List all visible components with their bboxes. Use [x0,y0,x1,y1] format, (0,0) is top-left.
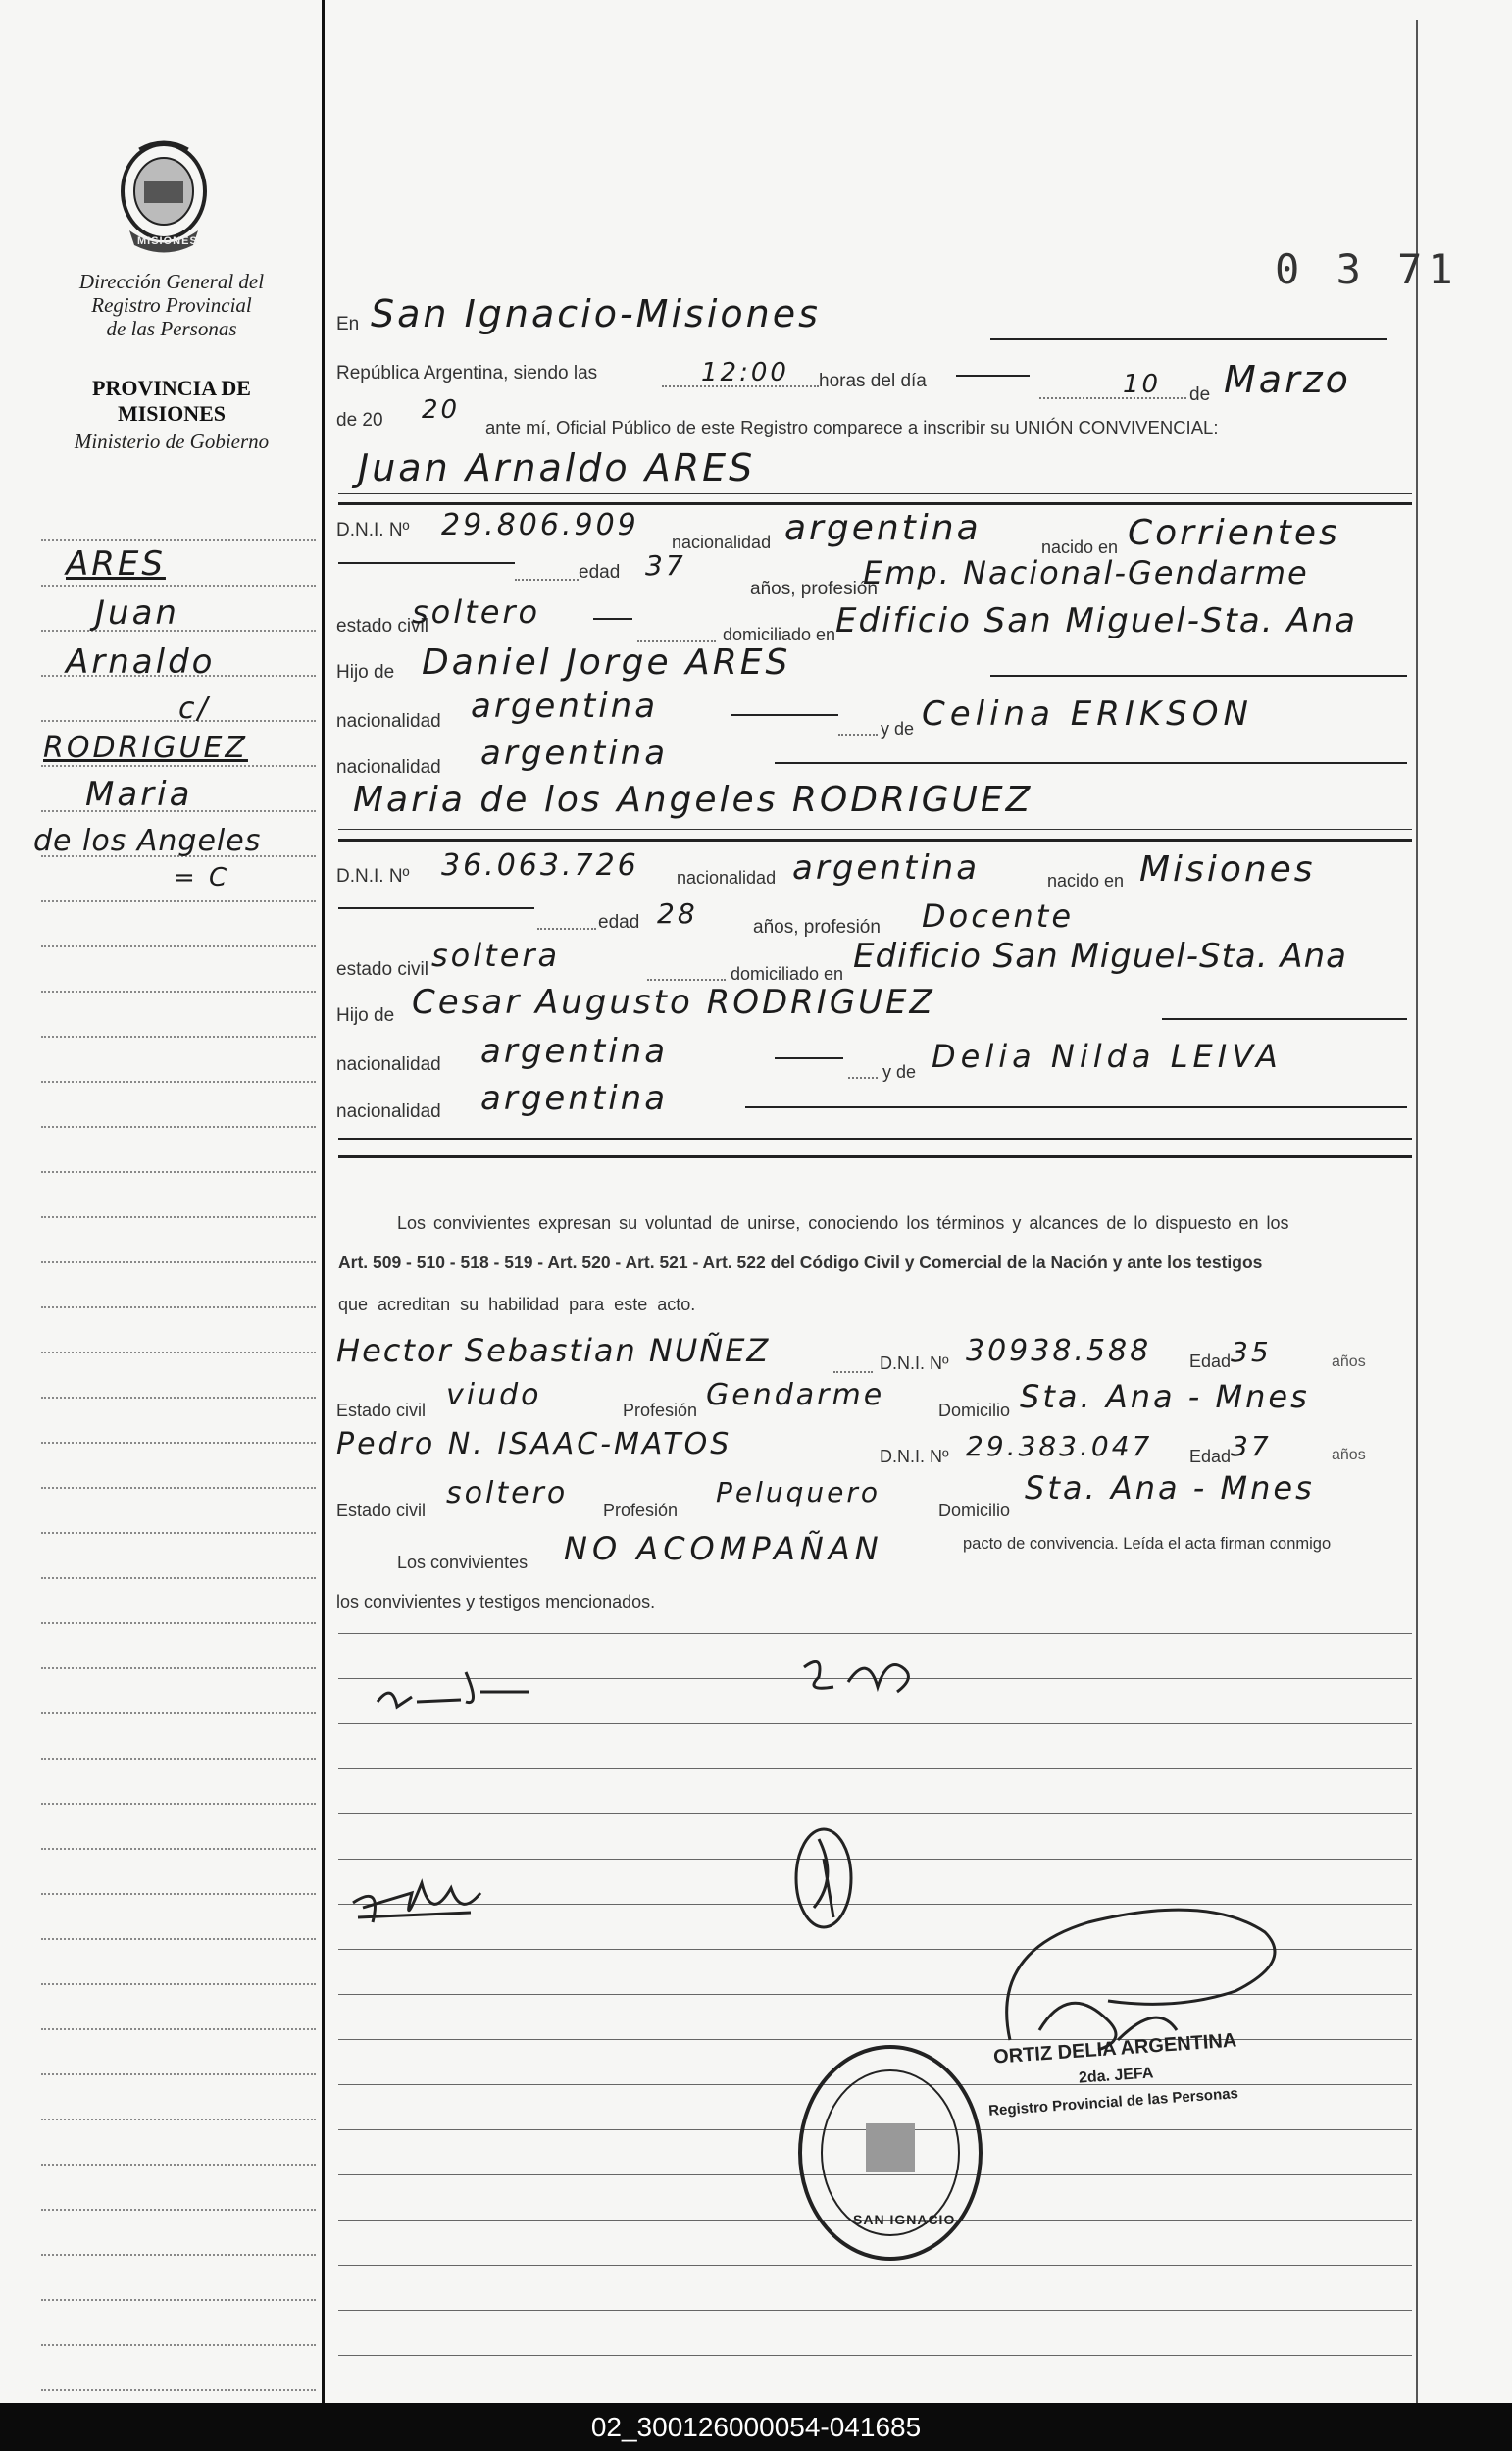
place-value: San Ignacio-Misiones [371,292,821,335]
w2-dni-value: 29.383.047 [966,1430,1153,1462]
p1-madre-nac-label: nacionalidad [336,757,441,778]
margin-rule [322,0,325,2403]
day-value: 10 [1123,370,1162,399]
org-line-2: Registro Provincial [91,293,252,317]
p1-blank-line [338,562,515,564]
margin-ruled-line [41,1397,316,1399]
w1-name: Hector Sebastian NUÑEZ [336,1332,771,1369]
margin-ruled-line [41,900,316,902]
p2-edad-dots [537,928,596,930]
folio-number: 0 3 71 [1275,245,1459,293]
p2-madre-nac-line [745,1106,1407,1108]
p1-estado-value: soltero [412,593,541,631]
signature-2 [794,1648,971,1721]
seal-caption: MISIONES [137,235,198,247]
p2-padre-value: Cesar Augusto RODRIGUEZ [412,983,935,1022]
w2-dni-label: D.N.I. Nº [880,1447,949,1466]
stamp-role: 2da. JEFA [1078,2065,1154,2087]
p2-estado-dots [647,979,726,981]
margin-ruled-line [41,2299,316,2301]
p2-edad-label: edad [598,912,640,933]
margin-given-3: Maria [85,775,193,814]
w2-estado-value: soltero [446,1476,569,1510]
p2-madre-value: Delia Nilda LEIVA [932,1038,1283,1075]
w2-dom-value: Sta. Ana - Mnes [1025,1469,1315,1506]
margin-ruled-line [41,1306,316,1308]
year-value: 20 [422,395,461,425]
document-code: 02_300126000054-041685 [590,2412,922,2442]
signature-ruled-line [338,1859,1412,1860]
signature-ruled-line [338,2355,1412,2356]
province-seal [110,137,218,260]
w2-prof-label: Profesión [603,1501,679,1520]
legal-line-2: Art. 509 - 510 - 518 - 519 - Art. 520 - Art. 521 - Art. 522 del Código Civil y Comercial de la Nación y ante los testigos [338,1252,1263,1272]
province-name [39,376,304,427]
p1-padre-nac-label: nacionalidad [336,711,441,732]
margin-ruled-line [41,1352,316,1353]
province-line-2: MISIONES [117,401,227,426]
margin-ruled-line [41,1442,316,1444]
p2-nac-label: nacionalidad [677,868,777,888]
margin-ruled-line [41,585,316,587]
closing-line-2: los convivientes y testigos mencionados. [336,1592,656,1611]
p1-edad-value: 37 [645,549,686,582]
p2-anos-label: años, profesión [753,917,881,938]
w1-anos-label: años [1332,1353,1366,1370]
p1-padre-value: Daniel Jorge ARES [422,642,791,683]
stamp-office: Registro Provincial de las Personas [987,2085,1239,2119]
p2-padre-line [1162,1018,1407,1020]
margin-ruled-line [41,1758,316,1760]
signature-ruled-line [338,1633,1412,1634]
closing-post: pacto de convivencia. Leída el acta firman conmigo [963,1535,1332,1553]
margin-ruled-line [41,1126,316,1128]
p2-padre-nac-line [775,1057,843,1059]
p1-madre-nac-value: argentina [480,734,669,773]
margin-ruled-line [41,2073,316,2075]
w1-edad-value: 35 [1231,1336,1272,1368]
p1-padre-nac-dots [838,734,878,736]
right-edge [1416,20,1418,2403]
p1-nacido-value: Corrientes [1128,513,1340,553]
p1-nac-label: nacionalidad [672,533,772,552]
legal-line-3: que acreditan su habilidad para este acto. [338,1295,696,1314]
person1-name: Juan Arnaldo ARES [358,446,756,489]
day-dots [1039,397,1186,399]
p2-madre-nac-value: argentina [480,1079,669,1118]
w2-anos-label: años [1332,1447,1366,1463]
margin-ruled-line [41,1848,316,1850]
margin-ruled-line [41,1622,316,1624]
margin-ruled-line [41,765,316,767]
closing-pre: Los convivientes [397,1553,529,1572]
margin-ruled-line [41,1081,316,1083]
p2-prof-value: Docente [922,897,1075,935]
w2-estado-label: Estado civil [336,1501,427,1520]
p2-dom-label: domiciliado en [731,964,844,984]
closing-pacto: NO ACOMPAÑAN [564,1530,883,1567]
ministry-name: Ministerio de Gobierno [74,430,270,453]
horas-label: horas del día [819,371,927,391]
republica-label: República Argentina, siendo las [336,363,598,383]
margin-surname-2: RODRIGUEZ [43,731,248,765]
signature-1 [373,1662,539,1726]
margin-ruled-line [41,1532,316,1534]
margin-ruled-line [41,1667,316,1669]
p1-yde-label: y de [881,719,915,739]
p2-hijo-label: Hijo de [336,1005,395,1026]
margin-ruled-line [41,1036,316,1038]
margin-ruled-line [41,2164,316,2166]
w1-estado-label: Estado civil [336,1401,427,1420]
margin-mark: = C [174,863,230,893]
margin-ruled-line [41,2344,316,2346]
margin-ruled-line [41,1983,316,1985]
w1-prof-value: Gendarme [706,1378,885,1412]
stamp-officer: ORTIZ DELIA ARGENTINA [992,2029,1237,2068]
signature-4 [784,1819,863,1962]
p2-nacido-label: nacido en [1047,871,1125,891]
p2-estado-label: estado civil [336,959,428,980]
province-line-1: PROVINCIA DE [92,376,251,400]
margin-given-2: Arnaldo [66,642,216,682]
w1-edad-label: Edad [1189,1352,1232,1371]
w2-edad-label: Edad [1189,1447,1232,1466]
margin-ruled-line [41,1577,316,1579]
legal-line-1: Los convivientes expresan su voluntad de unirse, conociendo los términos y alcances de lo dispuesto en los [397,1213,1289,1233]
org-line-1: Dirección General del [78,270,265,293]
margin-ruled-line [41,1261,316,1263]
en-label: En [336,314,360,334]
p1-nac-value: argentina [784,508,982,548]
margin-ruled-line [41,1938,316,1940]
w1-prof-label: Profesión [623,1401,698,1420]
place-line [990,338,1387,340]
p2-close-line [338,1155,1412,1158]
p1-estado-label: estado civil [336,616,428,637]
p1-prof-value: Emp. Nacional-Gendarme [863,554,1309,591]
person2-name: Maria de los Angeles RODRIGUEZ [353,780,1033,820]
w1-dom-value: Sta. Ana - Mnes [1020,1378,1310,1415]
w2-prof-value: Peluquero [716,1476,882,1508]
p2-padre-nac-value: argentina [480,1032,669,1071]
margin-ruled-line [41,2209,316,2211]
p2-padre-nac-label: nacionalidad [336,1054,441,1075]
p1-edad-label: edad [579,562,621,583]
w1-dni-value: 30938.588 [966,1334,1152,1368]
w1-dom-label: Domicilio [938,1401,1011,1420]
margin-con: c/ [178,691,211,726]
w2-name: Pedro N. ISAAC-MATOS [336,1427,732,1461]
margin-surname: ARES [66,544,166,584]
margin-ruled-line [41,2389,316,2391]
w2-dom-label: Domicilio [938,1501,1011,1520]
margin-ruled-line [41,1487,316,1489]
time-value: 12:00 [701,358,789,387]
de-label: de [1189,384,1211,405]
margin-ruled-line [41,1712,316,1714]
p2-dni-value: 36.063.726 [441,848,639,883]
year-prefix: de 20 [336,410,383,431]
p2-madre-nac-label: nacionalidad [336,1101,441,1122]
p1-nacido-label: nacido en [1041,537,1119,557]
person1-divider [338,502,1412,505]
p2-dom-value: Edificio San Miguel-Sta. Ana [853,937,1347,976]
margin-ruled-line [41,539,316,541]
p2-yde-label: y de [882,1062,917,1082]
stamp-ring-text: SAN IGNACIO [853,2212,956,2227]
document-code-bar [0,2403,1512,2451]
margin-ruled-line [41,2119,316,2120]
w2-edad-value: 37 [1231,1430,1272,1462]
w1-dni-label: D.N.I. Nº [880,1353,949,1373]
margin-ruled-line [41,2028,316,2030]
p1-dom-label: domiciliado en [723,625,836,644]
person2-divider [338,839,1412,842]
p2-estado-value: soltera [431,937,561,974]
ante-label: ante mí, Oficial Público de este Registro comparece a inscribir su UNIÓN CONVIVENCIAL: [485,417,1219,437]
p1-padre-nac-value: argentina [471,687,659,726]
p2-edad-value: 28 [657,897,698,930]
margin-given-4: de los Angeles [33,824,262,858]
w1-name-dots [833,1371,873,1373]
p2-nac-value: argentina [792,848,981,888]
p1-madre-value: Celina ERIKSON [922,694,1253,734]
margin-ruled-line [41,1803,316,1805]
p1-dni-value: 29.806.909 [441,508,639,542]
p1-padre-nac-line [731,714,838,716]
w1-estado-value: viudo [446,1378,542,1412]
p2-padre-nac-dots [848,1077,878,1079]
org-line-3: de las Personas [106,317,237,340]
official-stamp [792,2040,988,2266]
p1-padre-line [990,675,1407,677]
p1-edad-dots [515,579,579,581]
p1-dni-label: D.N.I. Nº [336,520,410,540]
margin-given-1: Juan [95,593,179,633]
signature-ruled-line [338,2310,1412,2311]
margin-ruled-line [41,2254,316,2256]
p2-nacido-value: Misiones [1139,849,1316,890]
margin-ruled-line [41,1171,316,1173]
month-value: Marzo [1224,358,1351,401]
margin-ruled-line [41,991,316,993]
p1-madre-nac-line [775,762,1407,764]
person1-name-line [338,493,1412,494]
signature-ruled-line [338,1813,1412,1814]
p1-dom-value: Edificio San Miguel-Sta. Ana [835,601,1357,640]
margin-ruled-line [41,1893,316,1895]
p1-anos-label: años, profesión [750,579,878,599]
p1-hijo-label: Hijo de [336,662,395,683]
p2-extra-line [338,1138,1412,1140]
p1-estado-line [593,618,632,620]
day-line [956,375,1030,377]
margin-ruled-line [41,945,316,947]
signature-3 [343,1864,490,1947]
person2-name-line [338,829,1412,830]
p2-dni-label: D.N.I. Nº [336,866,410,887]
p2-blank-line [338,907,534,909]
org-name [39,270,304,340]
signature-ruled-line [338,1768,1412,1769]
margin-ruled-line [41,1216,316,1218]
